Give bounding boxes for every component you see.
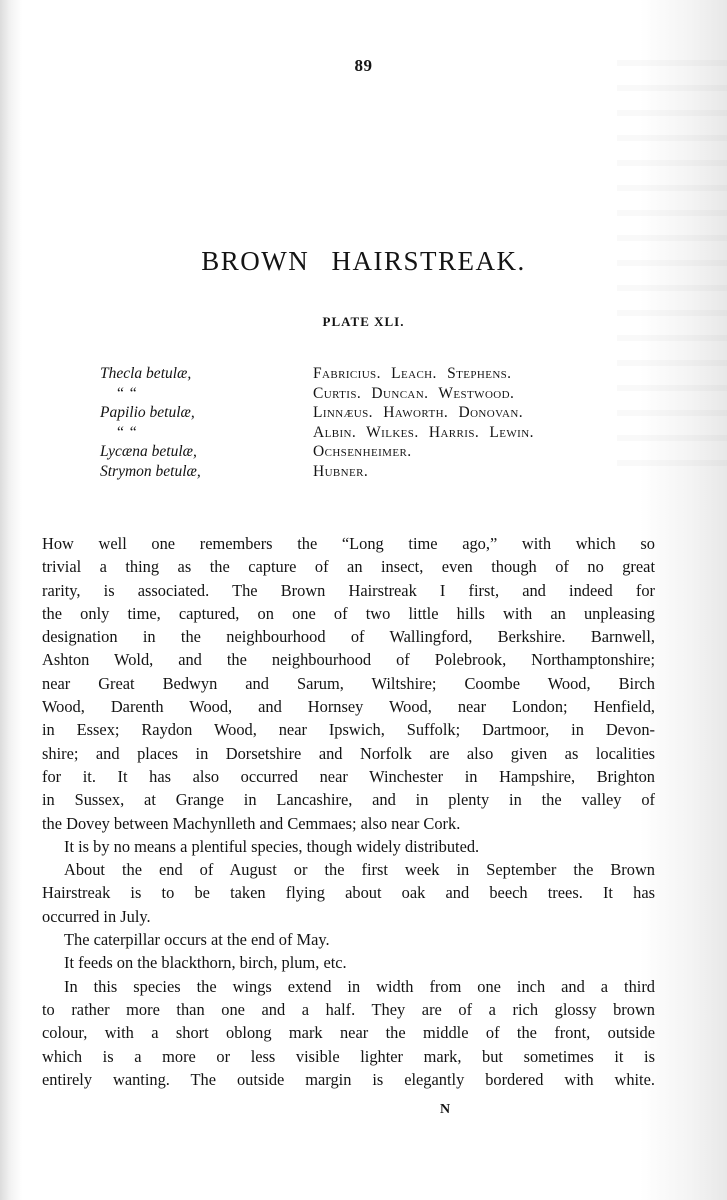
text-line: shire; and places in Dorsetshire and Norfolk are also given as localities	[42, 743, 655, 763]
text-line: entirely wanting. The outside margin is elegantly bordered with white.	[42, 1069, 655, 1089]
page-number: 89	[354, 56, 373, 75]
synonymy-row	[100, 423, 660, 443]
ditto-marks: “ “	[117, 423, 138, 441]
text-line: designation in the neighbourhood of Wallingford, Berkshire. Barnwell,	[42, 627, 655, 647]
synonymy-row	[100, 384, 660, 404]
text-line: which is a more or less visible lighter mark, but sometimes it is	[42, 1046, 655, 1066]
text-line: Ashton Wold, and the neighbourhood of Polebrook, Northamptonshire;	[42, 650, 655, 670]
text-line: occurred in July.	[42, 906, 151, 926]
plate-label: PLATE XLI.	[322, 314, 405, 329]
text-line: Wood, Darenth Wood, and Hornsey Wood, near London; Henfield,	[42, 697, 655, 717]
authors: Fabricius. Leach. Stephens.	[313, 365, 512, 382]
text-line: Hairstreak is to be taken flying about oak and beech trees. It has	[42, 883, 655, 903]
signature-mark: N	[439, 1102, 451, 1117]
authors: Linnæus. Haworth. Donovan.	[313, 404, 523, 422]
species-name: Strymon betulæ,	[100, 462, 201, 480]
text-line: for it. It has also occurred near Winchester in Hampshire, Brighton	[42, 766, 655, 786]
ditto-marks: “ “	[117, 384, 138, 402]
text-line: near Great Bedwyn and Sarum, Wiltshire; Coombe Wood, Birch	[42, 673, 655, 693]
synonymy-row	[100, 403, 660, 423]
text-line: the Dovey between Machynlleth and Cemmaes; also near Cork.	[42, 813, 461, 833]
synonymy-block	[100, 364, 660, 482]
text-line: In this species the wings extend in width from one inch and a third	[64, 976, 655, 996]
text-line: About the end of August or the first week in September the Brown	[64, 860, 655, 880]
text-line: The caterpillar occurs at the end of May.	[64, 930, 330, 950]
authors: Hubner.	[313, 462, 369, 480]
text-line: It feeds on the blackthorn, birch, plum, etc.	[64, 953, 347, 973]
authors: Curtis. Duncan. Westwood.	[313, 384, 515, 402]
text-line: colour, with a short oblong mark near the middle of the front, outside	[42, 1023, 655, 1043]
text-line: trivial a thing as the capture of an insect, even though of no great	[42, 557, 655, 577]
synonymy-row	[100, 364, 660, 384]
authors: Albin. Wilkes. Harris. Lewin.	[313, 423, 534, 441]
text-line: in Essex; Raydon Wood, near Ipswich, Suffolk; Dartmoor, in Devon-	[42, 720, 655, 740]
species-name: Thecla betulæ,	[100, 365, 192, 382]
synonymy-row	[100, 462, 660, 482]
text-line: rarity, is associated. The Brown Hairstreak I first, and indeed for	[42, 580, 655, 600]
species-name: Lycæna betulæ,	[100, 443, 197, 461]
text-line: How well one remembers the “Long time ago,” with which so	[42, 534, 655, 553]
text-line: in Sussex, at Grange in Lancashire, and in plenty in the valley of	[42, 790, 655, 810]
synonymy-row	[100, 442, 660, 462]
body-text	[42, 532, 655, 1091]
text-line: It is by no means a plentiful species, though widely distributed.	[64, 836, 480, 856]
species-name: Papilio betulæ,	[100, 404, 195, 422]
authors: Ochsenheimer.	[313, 443, 412, 461]
text-line: the only time, captured, on one of two little hills with an unpleasing	[42, 603, 655, 623]
chapter-title: BROWN HAIRSTREAK.	[201, 246, 526, 276]
text-line: to rather more than one and a half. They are of a rich glossy brown	[42, 999, 655, 1019]
